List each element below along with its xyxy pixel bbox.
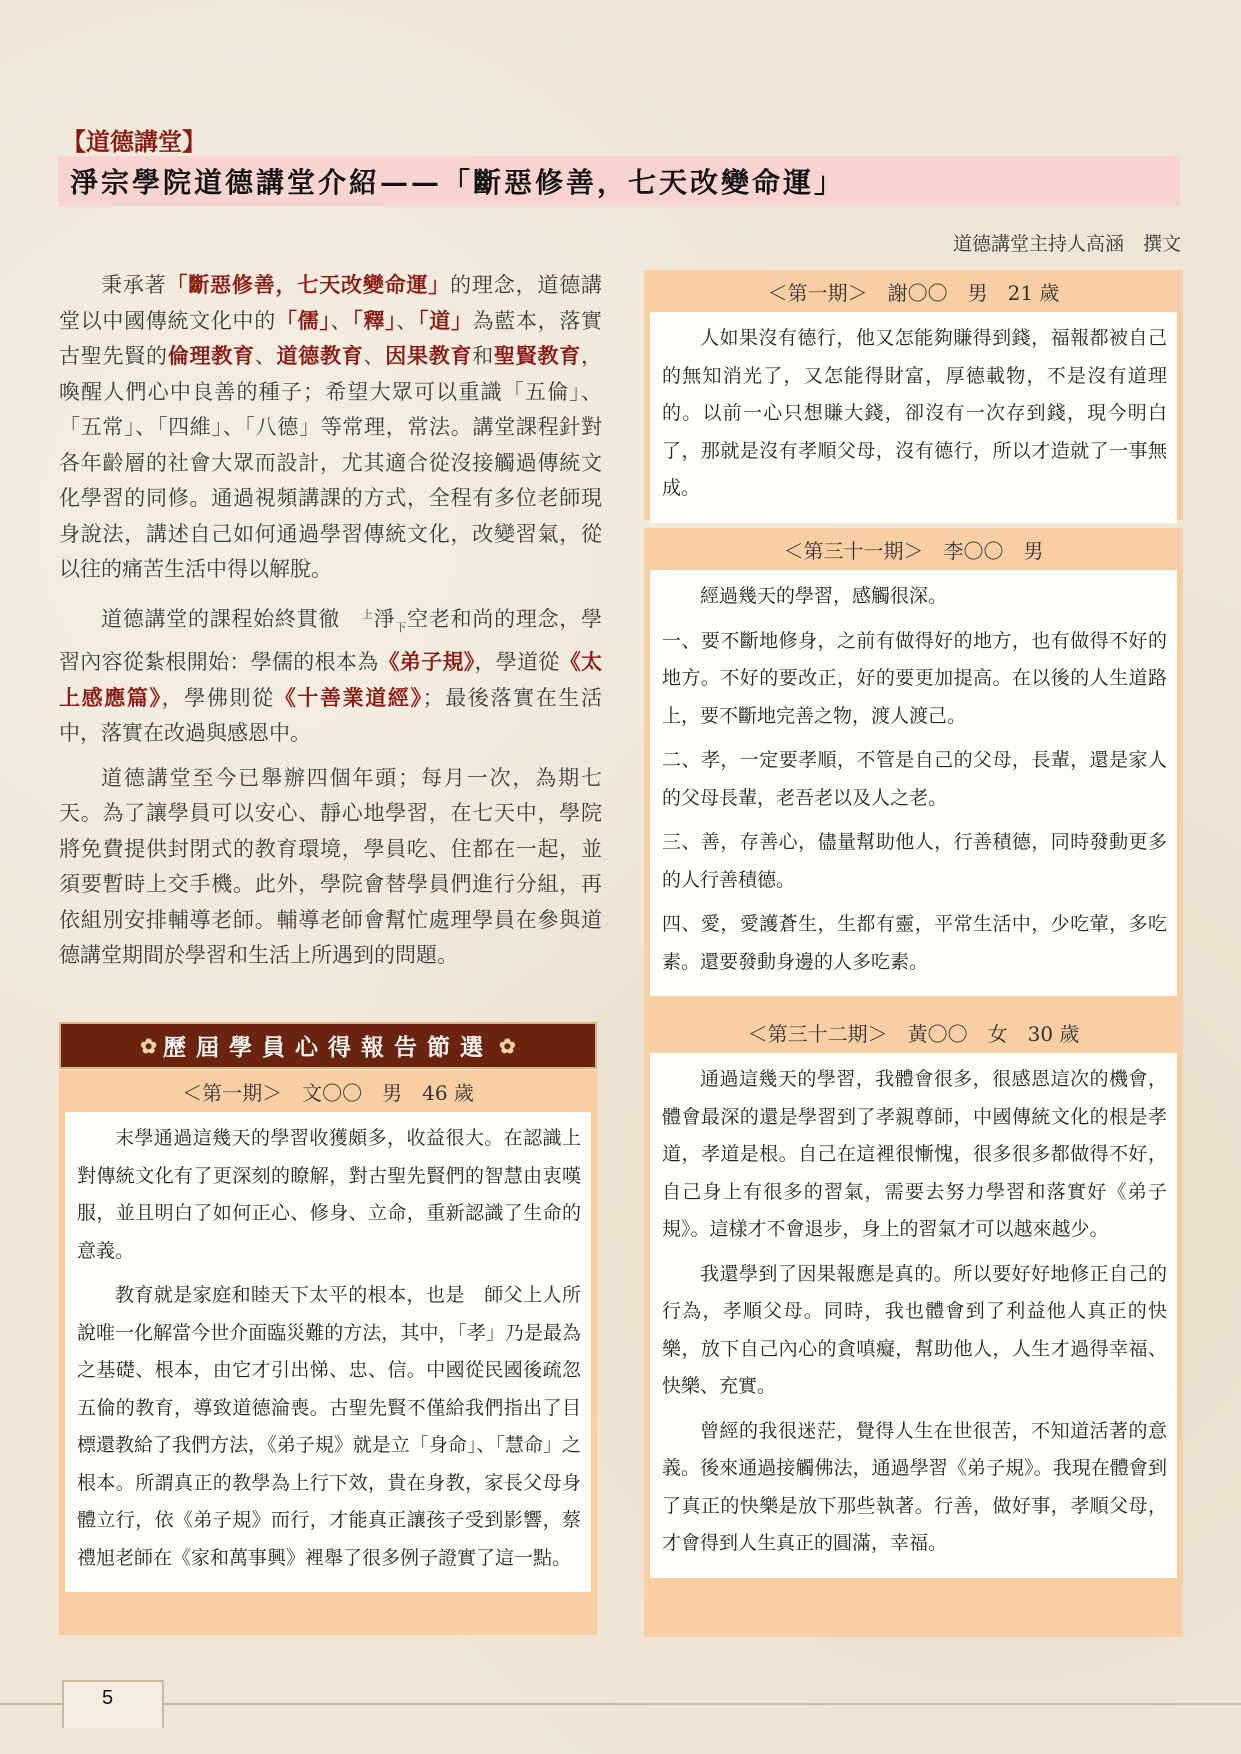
testimonial-paragraph: 二、孝，一定要孝順，不管是自己的父母，長輩，還是家人的父母長輩，老吾老以及人之老。 [662, 749, 1167, 809]
highlight-run: 「釋」 [352, 308, 397, 333]
testimonials-banner [59, 1022, 597, 1069]
highlight-run: 《太上感應篇》 [59, 650, 603, 710]
testimonial-paragraph: 三、善，存善心，儘量幫助他人，行善積德，同時發動更多的人行善積德。 [662, 831, 1167, 891]
testimonial-header: ＜第一期＞ 謝〇〇 男 21 歲 [767, 280, 1060, 305]
intro-paragraph-1 [59, 268, 602, 588]
section-tag: 【道德講堂】 [62, 128, 206, 156]
text-run: 淨 [373, 606, 396, 631]
highlight-run: 「儒」 [275, 308, 331, 333]
text-run: 和 [472, 344, 494, 368]
highlight-run: 《弟子規》 [378, 650, 475, 675]
testimonial-box-2 [644, 270, 1183, 520]
testimonial-paragraph: 四、愛，愛護蒼生，生都有靈，平常生活中，少吃葷，多吃素。還要發動身邊的人多吃素。 [662, 913, 1167, 973]
honorific-superscript: 上 [361, 607, 374, 621]
highlight-run: 倫理教育 [167, 344, 255, 368]
testimonial-paragraph: 教育就是家庭和睦天下太平的根本，也是 師父上人所說唯一化解當今世介面臨災難的方法，其中，「孝」乃是最為之基礎、根本，由它才引出悌、忠、信。中國從民國後疏忽五倫的教育，導致道德淪喪。古聖先賢不僅給我們指出了目標還教給了我們方法，《弟子規》就是立「身命」、「慧命」之根本。所謂真正的教學為上行下效，貴在身教，家長父母身體立行，依《弟子規》而行，才能真正讓孩子受到影響，蔡禮旭老師在《家和萬事興》裡舉了很多例子證實了這一點。 [77, 1284, 581, 1569]
intro-paragraph-3: 道德講堂至今已舉辦四個年頭；每月一次，為期七天。為了讓學員可以安心、靜心地學習，在七天中，學院將免費提供封閉式的教育環境，學員吃、住都在一起，並須要暫時上交手機。此外，學院會替學員們進行分組，再依組別安排輔導老師。輔導老師會幫忙處理學員在參與道德講堂期間於學習和生活上所遇到的問題。 [59, 765, 602, 968]
byline: 道德講堂主持人高涵 撰文 [952, 233, 1181, 255]
footer-rule [0, 1703, 1241, 1705]
testimonial-body [650, 570, 1177, 996]
highlight-run: 因果教育 [385, 344, 473, 368]
text-run: ，學佛則從 [161, 685, 275, 710]
highlight-run: 「斷惡修善，七天改變命運」 [166, 273, 451, 297]
testimonial-paragraph: 我還學到了因果報應是真的。所以要好好地修正自己的行為，孝順父母。同時，我也體會到了利益他人真正的快樂，放下自己內心的貪嗔癡，幫助他人，人生才過得幸福、快樂、充實。 [662, 1262, 1167, 1397]
text-run: 的理念，道德講堂以中國傳統文化中的 [59, 273, 603, 333]
testimonial-header: ＜第一期＞ 文〇〇 男 46 歲 [182, 1080, 474, 1105]
intro-paragraph-2 [59, 597, 602, 752]
text-run: 、 [254, 344, 277, 368]
text-run: 、 [363, 344, 386, 368]
intro-column [59, 268, 602, 983]
testimonial-paragraph: 曾經的我很迷茫，覺得人生在世很苦，不知道活著的意義。後來通過接觸佛法，通過學習《弟子規》。我現在體會到了真正的快樂是放下那些執著。行善，做好事，孝順父母，才會得到人生真正的圓滿，幸福。 [662, 1419, 1167, 1554]
text-run: ；最後落實在生活中，落實在改過與感恩中。 [59, 685, 602, 746]
testimonial-paragraph: 人如果沒有德行，他又怎能夠賺得到錢，福報都被自己的無知消光了，又怎能得財富，厚德載物，不是沒有道理的。以前一心只想賺大錢，卻沒有一次存到錢，現今明白了，那就是沒有孝順父母，沒有德行，所以才造就了一事無成。 [662, 327, 1167, 499]
testimonial-box-4 [644, 1011, 1183, 1637]
text-run: 空老和尚的理念，學習內容從紮根開始：學儒的根本為 [59, 606, 603, 675]
testimonial-paragraph: 一、要不斷地修身，之前有做得好的地方，也有做得不好的地方。不好的要改正，好的要更加提高。在以後的人生道路上，要不斷地完善之物，渡人渡己。 [662, 629, 1167, 727]
highlight-run: 「道」 [418, 308, 473, 333]
testimonial-box-1 [59, 1070, 597, 1635]
highlight-run: 《十善業道經》 [274, 685, 423, 710]
text-run: 、 [330, 308, 353, 333]
article-title [58, 156, 1180, 206]
flourish-left-icon: ✿ [140, 1033, 157, 1058]
text-run: 為藍本，落實古聖先賢的 [59, 308, 603, 368]
highlight-run: 聖賢教育 [494, 344, 581, 368]
testimonial-header: ＜第三十一期＞ 李〇〇 男 [783, 538, 1044, 563]
text-run: ，喚醒人們心中良善的種子；希望大眾可以重識「五倫」、「五常」、「四維」、「八德」等常理，常法。講堂課程針對各年齡層的社會大眾而設計，尤其適合從沒接觸過傳統文化學習的同修。通過視頻講課的方式，全程有多位老師現身說法，講述自己如何通過學習傳統文化，改變習氣，從以往的痛苦生活中得以解脫。 [59, 344, 602, 581]
article-title-text: 淨宗學院道德講堂介紹——「斷惡修善，七天改變命運」 [70, 166, 846, 199]
text-run: 秉承著 [101, 273, 167, 297]
testimonial-box-3 [644, 528, 1183, 1013]
text-run: ，學道從 [474, 650, 560, 675]
testimonial-paragraph: 通過這幾天的學習，我體會很多，很感恩這次的機會，體會最深的還是學習到了孝親尊師，中國傳統文化的根是孝道，孝道是根。自己在這裡很慚愧，很多很多都做得不好，自己身上有很多的習氣，需要去努力學習和落實好《弟子規》。這樣才不會退步，身上的習氣才可以越來越少。 [662, 1068, 1167, 1240]
text-run: 道德講堂的課程始終貫徹 [101, 606, 362, 631]
honorific-subscript: 下 [395, 620, 408, 634]
testimonial-header: ＜第三十二期＞ 黃〇〇 女 30 歲 [747, 1021, 1080, 1046]
testimonial-paragraph: 末學通過這幾天的學習收獲頗多，收益很大。在認識上對傳統文化有了更深刻的瞭解，對古聖先賢們的智慧由衷嘆服，並且明白了如何正心、修身、立命，重新認識了生命的意義。 [77, 1127, 581, 1262]
testimonial-body [650, 1053, 1177, 1578]
text-run: 、 [396, 308, 418, 333]
testimonial-paragraph: 經過幾天的學習，感觸很深。 [700, 585, 948, 607]
banner-title: 歷屆學員心得報告節選 [163, 1034, 493, 1061]
page-number: 5 [102, 1687, 114, 1709]
highlight-run: 道德教育 [276, 344, 364, 368]
flourish-right-icon: ✿ [499, 1033, 516, 1058]
testimonial-body [650, 312, 1177, 523]
testimonial-body [65, 1112, 591, 1592]
